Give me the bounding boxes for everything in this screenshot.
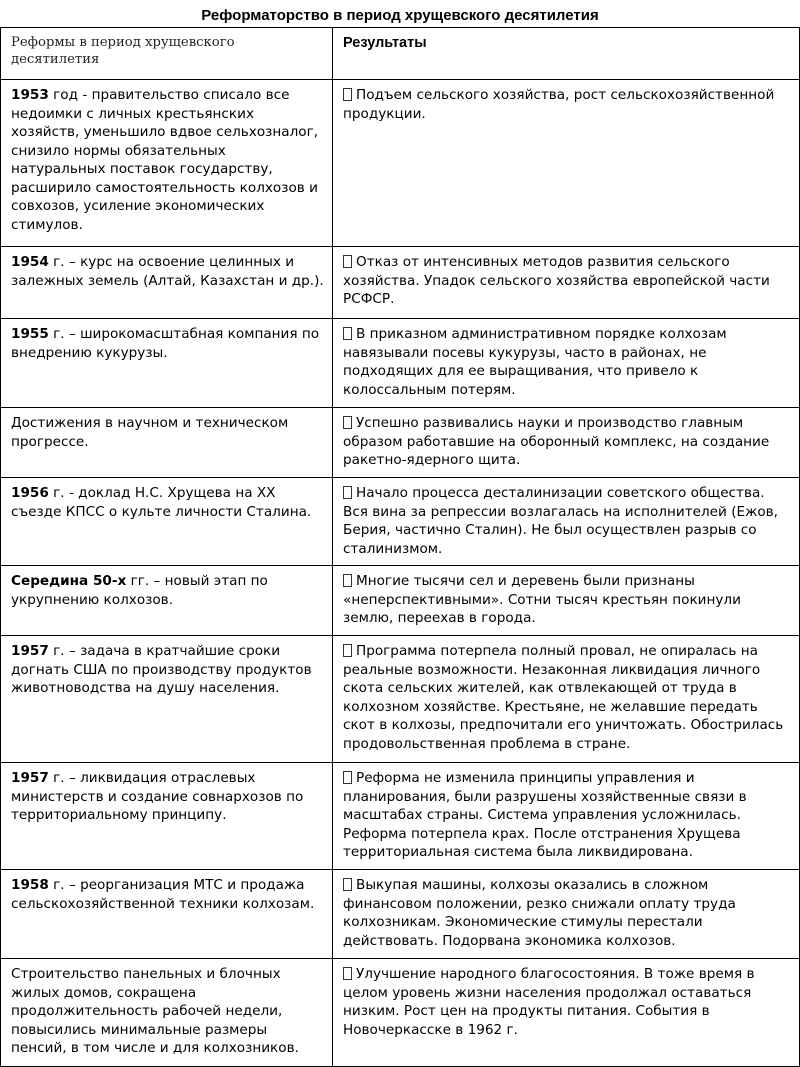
checkbox-bullet-icon: [343, 327, 352, 340]
reform-cell: [1, 763, 333, 870]
reform-text: г. - доклад Н.С. Хрущева на XX съезде КПСС о культе личности Сталина.: [11, 485, 312, 520]
checkbox-bullet-icon: [343, 416, 352, 429]
reform-year: 1958: [11, 877, 49, 893]
checkbox-bullet-icon: [343, 644, 352, 657]
table-row: [1, 566, 800, 636]
result-text: Многие тысячи сел и деревень были признаны «неперспективными». Сотни тысяч крестьян покинули землю, переехав в города.: [343, 573, 741, 626]
table-row: [1, 319, 800, 408]
reform-text: Достижения в научном и техническом прогрессе.: [11, 415, 289, 450]
reform-text: г. – реорганизация МТС и продажа сельскохозяйственной техники колхозам.: [11, 877, 315, 912]
checkbox-bullet-icon: [343, 771, 352, 784]
reform-cell: [1, 566, 333, 636]
result-cell: [333, 763, 800, 870]
table-row: [1, 408, 800, 478]
reform-text: г. – ликвидация отраслевых министерств и создание совнархозов по территориальному принципу.: [11, 770, 304, 823]
result-text: В приказном административном порядке колхозам навязывали посевы кукурузы, часто в районах, не подходящих для ее выращивания, что привело к колоссальным потерям.: [343, 326, 727, 398]
reform-text: г. – курс на освоение целинных и залежных земель (Алтай, Казахстан и др.).: [11, 254, 324, 289]
reform-year: 1957: [11, 770, 49, 786]
result-cell: [333, 959, 800, 1067]
result-cell: [333, 319, 800, 408]
reform-cell: [1, 478, 333, 566]
reform-year: 1954: [11, 254, 49, 270]
table-row: [1, 870, 800, 959]
reforms-table: [0, 27, 800, 1067]
column-header-reforms: Реформы в период хрущевского десятилетия: [1, 28, 333, 80]
reform-text: г. – широкомасштабная компания по внедрению кукурузы.: [11, 326, 320, 361]
result-text: Программа потерпела полный провал, не опиралась на реальные возможности. Незаконная ликвидация личного скота сельских жителей, как отвлекающей от труда в колхозном хозяйстве. Крестьяне, не желавшие передать скот в колхозы, предпочитали его уничтожать. Обострилась продовольственная проблема в стране.: [343, 643, 784, 752]
result-cell: [333, 566, 800, 636]
result-text: Реформа не изменила принципы управления и планирования, были разрушены хозяйственные связи в масштабах страны. Система управления усложнилась. Реформа потерпела крах. После отстранения Хрущева территориальная система была ликвидирована.: [343, 770, 747, 860]
reform-year: 1957: [11, 643, 49, 659]
checkbox-bullet-icon: [343, 967, 352, 980]
reform-cell: [1, 80, 333, 247]
reform-cell: [1, 408, 333, 478]
result-cell: [333, 80, 800, 247]
result-cell: [333, 408, 800, 478]
table-row: [1, 636, 800, 763]
reform-cell: [1, 319, 333, 408]
result-cell: [333, 870, 800, 959]
result-text: Успешно развивались науки и производство главным образом работавшие на оборонный комплекс, на создание ракетно-ядерного щита.: [343, 415, 770, 468]
document-title: Реформаторство в период хрущевского десятилетия: [201, 7, 599, 24]
reform-year: Середина 50-х: [11, 573, 127, 589]
result-text: Отказ от интенсивных методов развития сельского хозяйства. Упадок сельского хозяйства европейской части РСФСР.: [343, 254, 770, 307]
result-cell: [333, 247, 800, 319]
checkbox-bullet-icon: [343, 88, 352, 101]
reform-year: 1953: [11, 87, 49, 103]
result-cell: [333, 636, 800, 763]
result-cell: [333, 478, 800, 566]
checkbox-bullet-icon: [343, 486, 352, 499]
table-row: [1, 478, 800, 566]
table-row: [1, 247, 800, 319]
table-header-row: [1, 28, 800, 80]
reform-text: год - правительство списало все недоимки с личных крестьянских хозяйств, уменьшило вдвое сельхозналог, снизило нормы обязательных натуральных поставок государству, расширило самостоятельность колхозов и совхозов, усиление экономических стимулов.: [11, 87, 319, 233]
reform-cell: [1, 870, 333, 959]
reform-text: г. – задача в кратчайшие сроки догнать США по производству продуктов животноводства на душу населения.: [11, 643, 312, 696]
table-row: [1, 763, 800, 870]
checkbox-bullet-icon: [343, 255, 352, 268]
result-text: Начало процесса десталинизации советского общества. Вся вина за репрессии возлагалась на исполнителей (Ежов, Берия, частично Сталин). Не был осуществлен разрыв со сталинизмом.: [343, 485, 778, 557]
table-row: [1, 80, 800, 247]
result-text: Подъем сельского хозяйства, рост сельскохозяйственной продукции.: [343, 87, 775, 122]
result-text: Выкупая машины, колхозы оказались в сложном финансовом положении, резко снижали оплату труда колхозникам. Экономические стимулы перестали действовать. Подорвана экономика колхозов.: [343, 877, 736, 949]
reform-cell: [1, 959, 333, 1067]
result-text: Улучшение народного благосостояния. В тоже время в целом уровень жизни населения продолжал оставаться низким. Рост цен на продукты питания. События в Новочеркасске в 1962 г.: [343, 966, 755, 1038]
reform-cell: [1, 636, 333, 763]
checkbox-bullet-icon: [343, 878, 352, 891]
table-row: [1, 959, 800, 1067]
reform-text: Строительство панельных и блочных жилых домов, сокращена продолжительность рабочей недели, повысились минимальные размеры пенсий, в том числе и для колхозников.: [11, 966, 299, 1056]
checkbox-bullet-icon: [343, 574, 352, 587]
reform-text: гг. – новый этап по укрупнению колхозов.: [11, 573, 268, 608]
reform-year: 1955: [11, 326, 49, 342]
column-header-results: Результаты: [333, 28, 800, 80]
reform-cell: [1, 247, 333, 319]
reform-year: 1956: [11, 485, 49, 501]
